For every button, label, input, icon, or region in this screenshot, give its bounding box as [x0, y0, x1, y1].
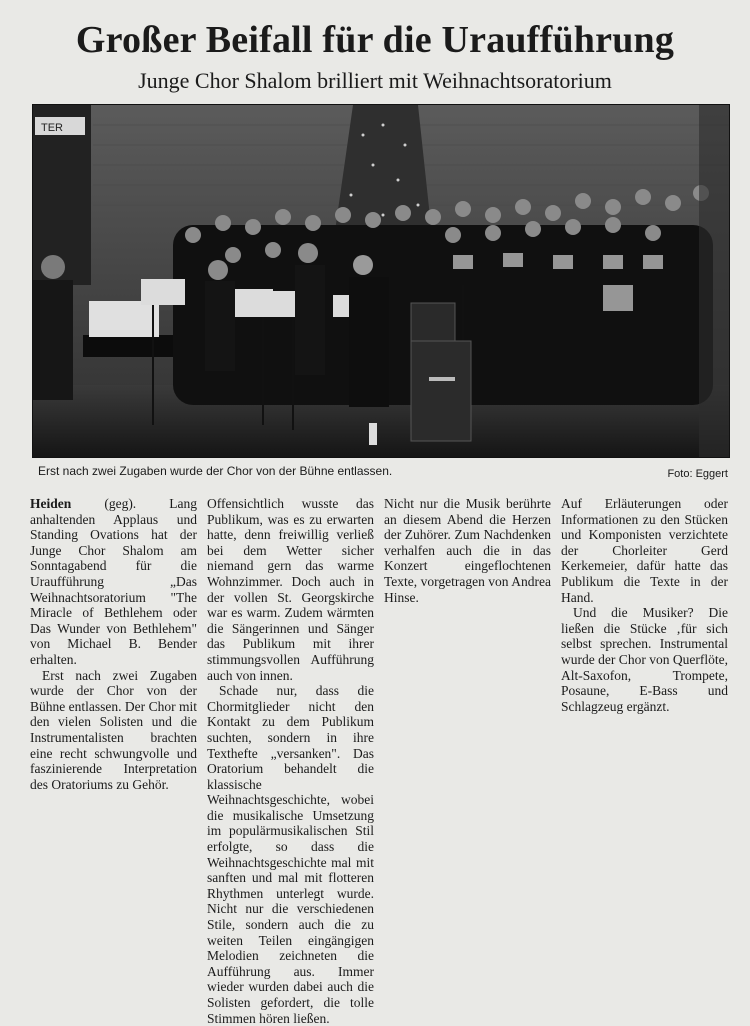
paragraph-2: Erst nach zwei Zugaben wurde der Chor von der Bühne entlassen. Der Chor mit den vielen Solisten und die Instrumentalisten brachten eine recht schwungvolle und faszinierende Interpretation des Oratoriums zu Gehör. [30, 667, 197, 792]
column-3 [384, 496, 551, 786]
column-2 [207, 496, 374, 1026]
dateline: Heiden [30, 496, 72, 511]
column-1 [30, 496, 197, 792]
paragraph-5: Nicht nur die Musik berührte an diesem Abend die Herzen der Zuhörer. Zum Nachdenken verhalfen auch die in das Konzert eingeflochtenen Texte, vorgetragen von Andrea Hinse. [384, 496, 551, 605]
paragraph-intro [30, 496, 197, 668]
concert-photo [32, 104, 730, 458]
column-4 [561, 496, 728, 786]
paragraph-3: Offensichtlich wusste das Publikum, was es zu erwarten hatte, denn freiwillig verließ bei dem Wetter sicher niemand gern das warme Wohnzimmer. Doch auch in der vollen St. Georgskirche war es warm. Zudem wärmten die Sängerinnen und Sänger das Publikum mit ihrer stimmungsvollen Aufführung auch von innen. [207, 496, 374, 683]
paragraph-1-text: (geg). Lang anhaltenden Applaus und Standing Ovations hat der Junge Chor Shalom am Sonntagabend für die Uraufführung „Das Weihnachtsoratorium "The Miracle of Bethlehem oder Das Wunder von Bethlehem" von Michael B. Bender erhalten. [30, 496, 197, 667]
choir-concert-illustration [33, 105, 729, 457]
subheadline: Junge Chor Shalom brilliert mit Weihnachtsoratorium [138, 68, 612, 93]
paragraph-7: Und die Musiker? Die ließen die Stücke ‚für sich selbst sprechen. Instrumental wurde der Chor von Querflöte, Alt-Saxofon, Trompete, Posaune, E-Bass und Schlagzeug ergänzt. [561, 605, 728, 714]
paragraph-6: Auf Erläuterungen oder Informationen zu den Stücken und Komponisten verzichtete der Chorleiter Gerd Kerkemeier, dafür hatte das Publikum die Texte in der Hand. [561, 496, 728, 605]
paragraph-4: Schade nur, dass die Chormitglieder nicht den Kontakt zu dem Publikum suchten, sondern in ihre Texthefte „versanken". Das Oratorium behandelt die klassische Weihnachtsgeschichte, wobei die musikalische Umsetzung im populärmusikalischen Stil erfolgte, so dass die Weihnachtsgeschichte mal mit sanften und mal mit flotteren Rhythmen unterlegt wurde. Nicht nur die verschiedenen Stile, sondern auch die zu weiten Teilen eingängigen Melodien zeichneten die Aufführung aus. Immer wieder wurden dabei auch die Solisten gefordert, die tolle Stimmen hören ließen. [207, 683, 374, 1026]
article-body [30, 496, 730, 1026]
photo-credit: Foto: Eggert [667, 468, 728, 480]
headline: Großer Beifall für die Uraufführung [75, 19, 675, 61]
photo-caption: Erst nach zwei Zugaben wurde der Chor von der Bühne entlassen. [38, 464, 393, 478]
wall-sign-text: TER [41, 122, 63, 134]
